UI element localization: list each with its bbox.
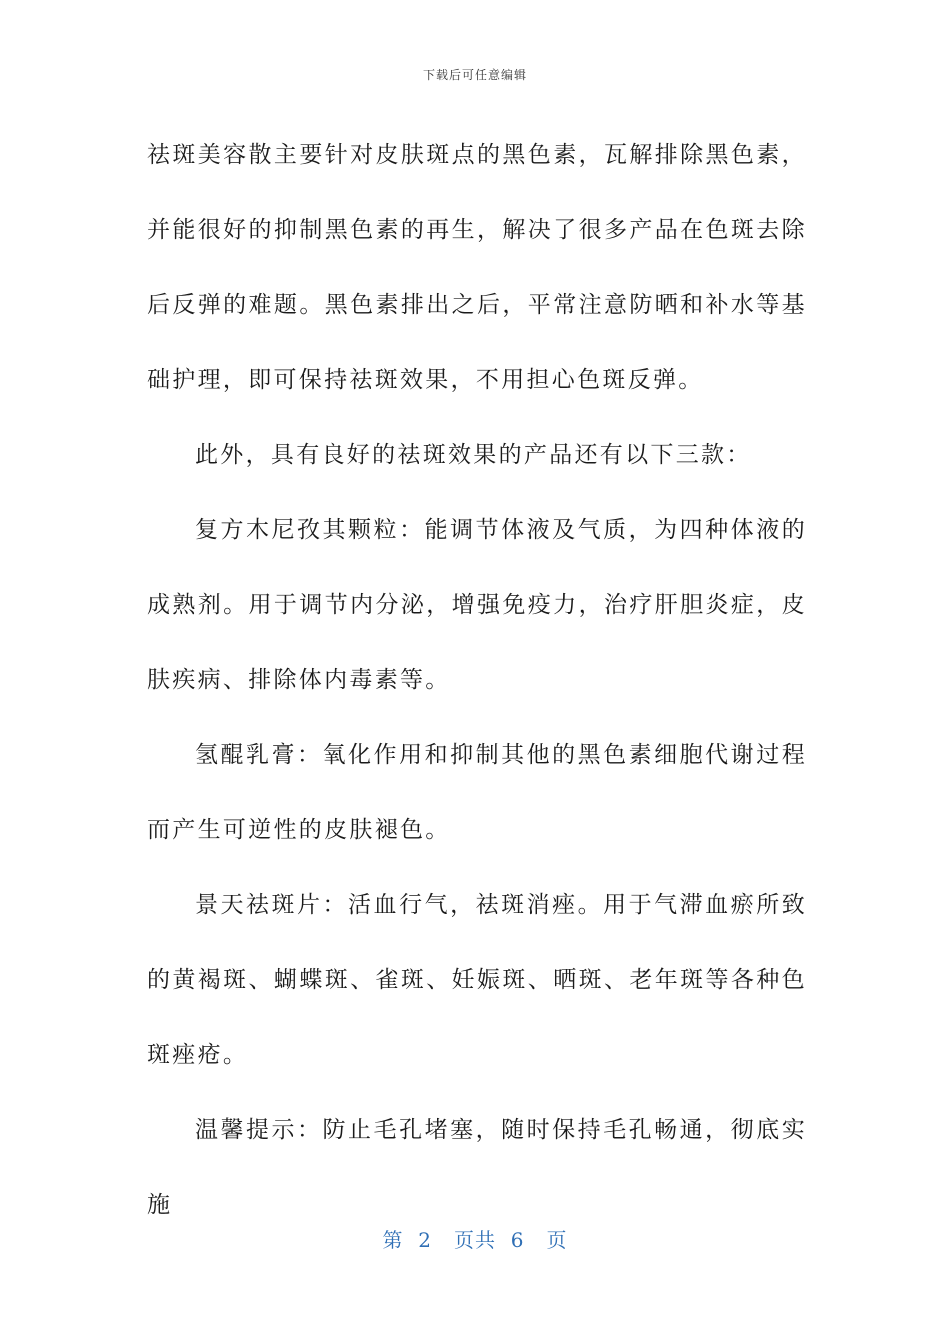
paragraph-2: 此外，具有良好的祛斑效果的产品还有以下三款： [195, 442, 752, 468]
paragraph-3: 复方木尼孜其颗粒：能调节体液及气质，为四种体液的成熟剂。用于调节内分泌，增强免疫力，治疗肝胆炎症，皮肤疾病、排除体内毒素等。 [147, 517, 807, 693]
document-body [147, 118, 807, 1243]
page-footer [0, 1224, 950, 1253]
footer-total-pages: 6 [510, 1228, 525, 1252]
header-note: 下载后可任意编辑 [422, 68, 527, 82]
paragraph-6: 温馨提示：防止毛孔堵塞，随时保持毛孔畅通，彻底实施 [147, 1117, 807, 1218]
paragraph-4: 氢醌乳膏：氧化作用和抑制其他的黑色素细胞代谢过程而产生可逆性的皮肤褪色。 [147, 742, 807, 843]
paragraph-5: 景天祛斑片：活血行气，祛斑消痤。用于气滞血瘀所致的黄褐斑、蝴蝶斑、雀斑、妊娠斑、晒斑、老年斑等各种色斑痤疮。 [147, 892, 807, 1068]
paragraph-1: 祛斑美容散主要针对皮肤斑点的黑色素，瓦解排除黑色素，并能很好的抑制黑色素的再生，解决了很多产品在色斑去除后反弹的难题。黑色素排出之后，平常注意防晒和补水等基础护理，即可保持祛斑效果，不用担心色斑反弹。 [147, 142, 807, 393]
footer-current-page: 2 [418, 1228, 432, 1252]
footer-middle: 页共 [454, 1228, 496, 1252]
footer-suffix: 页 [546, 1228, 568, 1252]
footer-prefix: 第 [382, 1228, 404, 1252]
